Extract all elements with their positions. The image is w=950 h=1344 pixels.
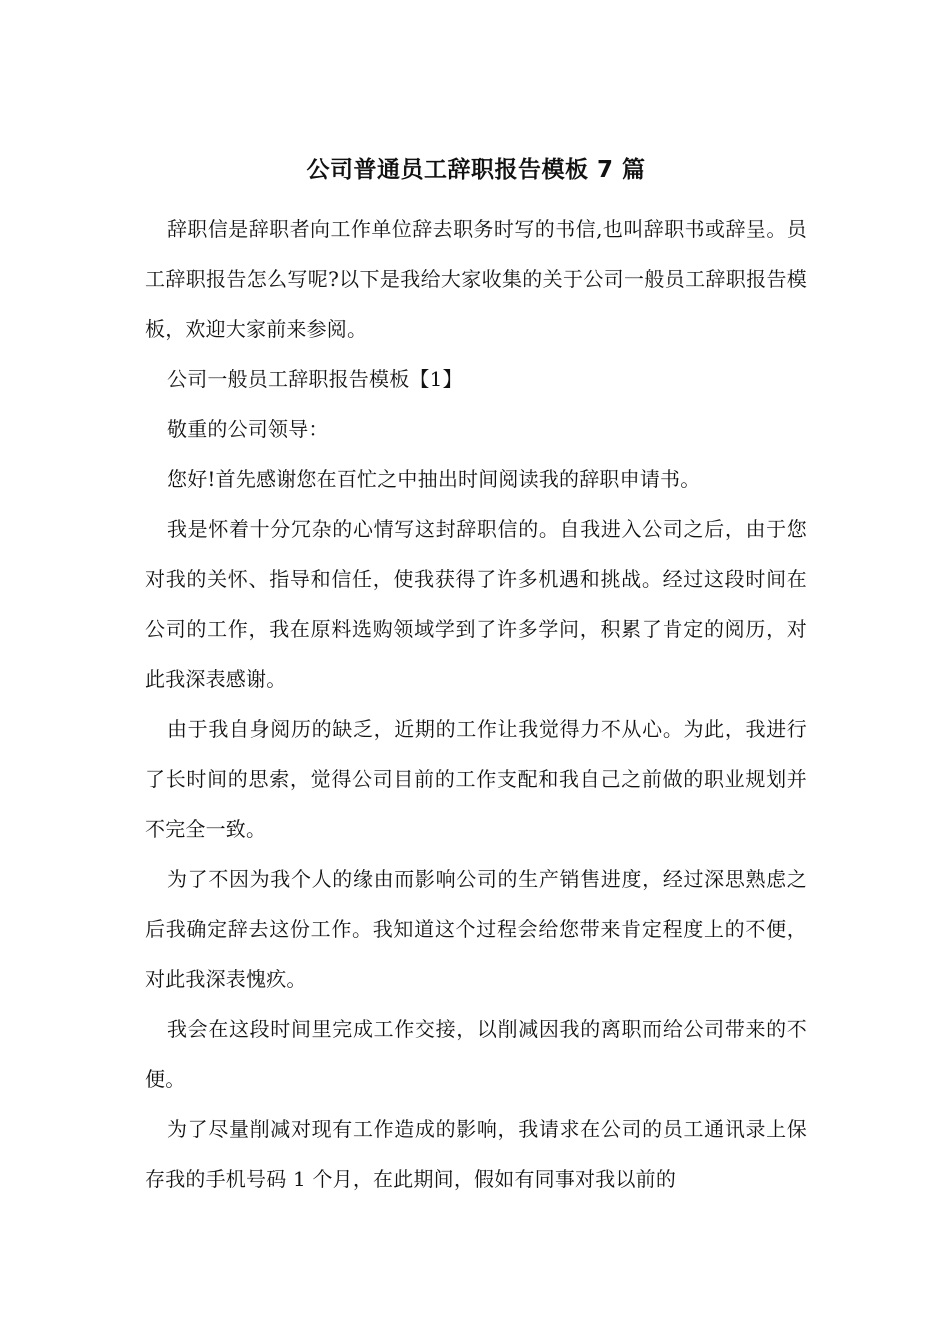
body-paragraph: 由于我自身阅历的缺乏，近期的工作让我觉得力不从心。为此，我进行了长时间的思索，觉得公司目前的工作支配和我自己之前做的职业规划并不完全一致。 [145,717,807,841]
body-paragraph: 我会在这段时间里完成工作交接，以削减因我的离职而给公司带来的不便。 [145,1017,807,1091]
body-paragraph: 为了尽量削减对现有工作造成的影响，我请求在公司的员工通讯录上保存我的手机号码 1 个月，在此期间，假如有同事对我以前的 [145,1117,807,1191]
body-paragraph: 为了不因为我个人的缘由而影响公司的生产销售进度，经过深思熟虑之后我确定辞去这份工作。我知道这个过程会给您带来肯定程度上的不便，对此我深表愧疚。 [145,867,807,991]
body-paragraph: 我是怀着十分冗杂的心情写这封辞职信的。自我进入公司之后，由于您对我的关怀、指导和信任，使我获得了许多机遇和挑战。经过这段时间在公司的工作，我在原料选购领域学到了许多学问，积累了肯定的阅历，对此我深表感谢。 [145,517,807,691]
intro-paragraph: 辞职信是辞职者向工作单位辞去职务时写的书信,也叫辞职书或辞呈。员工辞职报告怎么写呢?以下是我给大家收集的关于公司一般员工辞职报告模板，欢迎大家前来参阅。 [145,217,807,341]
salutation: 敬重的公司领导： [167,417,329,441]
section-heading: 公司一般员工辞职报告模板【1】 [167,367,463,391]
document-body [145,150,807,1204]
document-title: 公司普通员工辞职报告模板 7 篇 [306,157,646,183]
greeting-paragraph: 您好!首先感谢您在百忙之中抽出时间阅读我的辞职申请书。 [167,467,701,491]
